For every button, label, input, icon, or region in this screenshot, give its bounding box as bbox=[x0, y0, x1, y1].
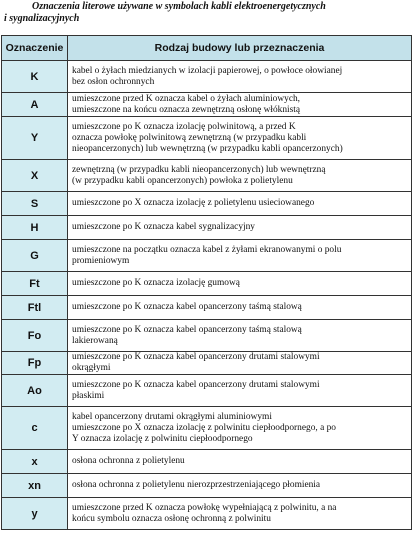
table-row bbox=[2, 375, 412, 407]
title-line-2: i sygnalizacyjnych bbox=[4, 13, 80, 24]
designation-code: Fp bbox=[2, 352, 68, 375]
title-line-1: Oznaczenia literowe używane w symbolach kabli elektroenergetycznych bbox=[32, 1, 326, 12]
designation-code: Y bbox=[2, 117, 68, 160]
designation-description: umieszczone po K oznacza kabel opancerzony drutami stalowymi okrągłymi bbox=[68, 352, 412, 375]
table-row bbox=[2, 296, 412, 320]
designation-table bbox=[1, 35, 412, 530]
designation-code: S bbox=[2, 192, 68, 216]
table-row bbox=[2, 320, 412, 352]
table-row bbox=[2, 450, 412, 474]
designation-description: umieszczone po K oznacza izolację polwinitową, a przed K oznacza powłokę polwinitową zewnętrzną (w przypadku kabli nieopancerzonych) lub wewnętrzną (w przypadku kabli opancerzonych) bbox=[68, 117, 412, 160]
table-row bbox=[2, 117, 412, 160]
table-row bbox=[2, 498, 412, 530]
designation-code: X bbox=[2, 160, 68, 192]
designation-description: umieszczone po X oznacza izolację z polietylenu usieciowanego bbox=[68, 192, 412, 216]
designation-code: y bbox=[2, 498, 68, 530]
header-construction-type: Rodzaj budowy lub przeznaczenia bbox=[68, 36, 412, 61]
designation-description: kabel opancerzony drutami okrągłymi aluminiowymi umieszczone po X oznacza izolację z polwinitu ciepłoodpornego, a po Y oznacza izolację z polwinitu ciepłoodpornego bbox=[68, 407, 412, 450]
table-row bbox=[2, 61, 412, 93]
designation-description: umieszczone przed K oznacza kabel o żyłach aluminiowych, umieszczone na końcu oznacza zewnętrzną osłonę włóknistą bbox=[68, 93, 412, 117]
table-row bbox=[2, 93, 412, 117]
designation-code: Ft bbox=[2, 272, 68, 296]
designation-description: umieszczone po K oznacza kabel opancerzony taśmą stalową lakierowaną bbox=[68, 320, 412, 352]
designation-code: x bbox=[2, 450, 68, 474]
table-row bbox=[2, 272, 412, 296]
designation-code: xn bbox=[2, 474, 68, 498]
designation-description: umieszczone po K oznacza izolację gumową bbox=[68, 272, 412, 296]
designation-code: Ftl bbox=[2, 296, 68, 320]
designation-description: osłona ochronna z polietylenu nierozprzestrzeniającego płomienia bbox=[68, 474, 412, 498]
table-header-row bbox=[2, 36, 412, 61]
designation-description: osłona ochronna z polietylenu bbox=[68, 450, 412, 474]
header-designation: Oznaczenie bbox=[2, 36, 68, 61]
designation-description: kabel o żyłach miedzianych w izolacji papierowej, o powłoce ołowianej bez osłon ochronnych bbox=[68, 61, 412, 93]
designation-code: Fo bbox=[2, 320, 68, 352]
table-row bbox=[2, 240, 412, 272]
document-title bbox=[4, 1, 408, 25]
designation-code: G bbox=[2, 240, 68, 272]
table-row bbox=[2, 192, 412, 216]
designation-description: zewnętrzną (w przypadku kabli nieopancerzonych) lub wewnętrzną (w przypadku kabli opancerzonych) powłoka z polietylenu bbox=[68, 160, 412, 192]
table-row bbox=[2, 474, 412, 498]
table-row bbox=[2, 216, 412, 240]
designation-code: A bbox=[2, 93, 68, 117]
designation-code: c bbox=[2, 407, 68, 450]
designation-description: umieszczone po K oznacza kabel opancerzony drutami stalowymi płaskimi bbox=[68, 375, 412, 407]
designation-description: umieszczone po K oznacza kabel sygnalizacyjny bbox=[68, 216, 412, 240]
designation-description: umieszczone po K oznacza kabel opancerzony taśmą stalową bbox=[68, 296, 412, 320]
designation-code: H bbox=[2, 216, 68, 240]
designation-code: K bbox=[2, 61, 68, 93]
designation-code: Ao bbox=[2, 375, 68, 407]
table-row bbox=[2, 352, 412, 375]
designation-description: umieszczone na początku oznacza kabel z żyłami ekranowanymi o polu promieniowym bbox=[68, 240, 412, 272]
table-row bbox=[2, 160, 412, 192]
table-body bbox=[2, 61, 412, 530]
table-row bbox=[2, 407, 412, 450]
designation-description: umieszczone przed K oznacza powłokę wypełniającą z polwinitu, a na końcu symbolu oznacza osłonę ochronną z polwinitu bbox=[68, 498, 412, 530]
